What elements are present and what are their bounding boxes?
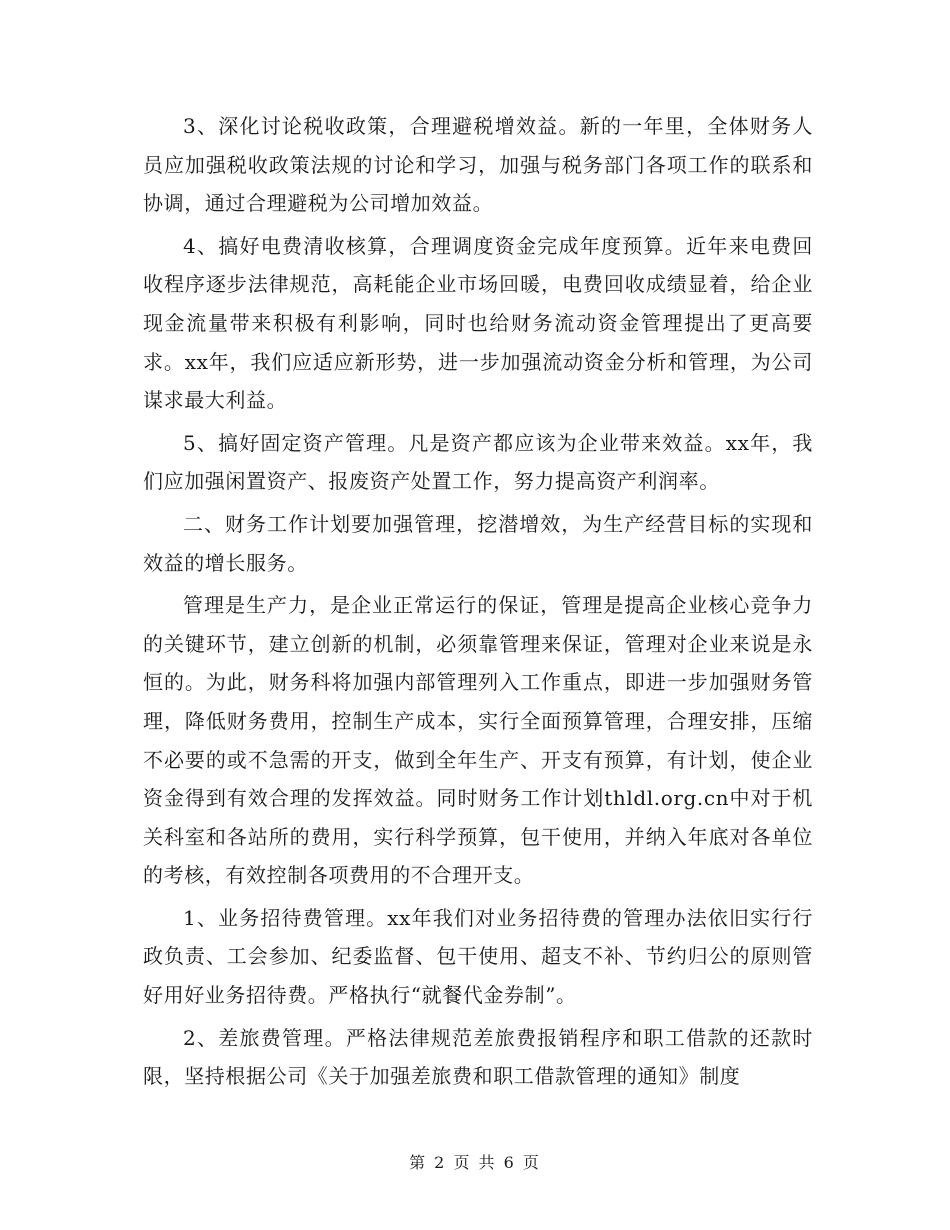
paragraph-fixed-assets: 5、搞好固定资产管理。凡是资产都应该为企业带来效益。xx年，我们应加强闲置资产、报废资产处置工作，努力提高资产利润率。 <box>143 430 813 494</box>
paragraph-electricity-fees: 4、搞好电费清收核算，合理调度资金完成年度预算。近年来电费回收程序逐步法律规范，高耗能企业市场回暖，电费回收成绩显着，给企业现金流量带来积极有利影响，同时也给财务流动资金管理提出了更高要求。xx年，我们应适应新形势，进一步加强流动资金分析和管理，为公司谋求最大利益。 <box>143 233 813 413</box>
paragraph-management: 管理是生产力，是企业正常运行的保证，管理是提高企业核心竞争力的关键环节，建立创新的机制，必须靠管理来保证，管理对企业来说是永恒的。为此，财务科将加强内部管理列入工作重点，即进一步加强财务管理，降低财务费用，控制生产成本，实行全面预算管理，合理安排，压缩不必要的或不急需的开支，做到全年生产、开支有预算，有计划，使企业资金得到有效合理的发挥效益。同时财务工作计划thldl.org.cn中对于机关科室和各站所的费用，实行科学预算，包干使用，并纳入年底对各单位的考核，有效控制各项费用的不合理开支。 <box>143 593 813 888</box>
paragraph-tax-policy: 3、深化讨论税收政策，合理避税增效益。新的一年里，全体财务人员应加强税收政策法规的讨论和学习，加强与税务部门各项工作的联系和协调，通过合理避税为公司增加效益。 <box>143 114 813 216</box>
page-number-footer: 第 2 页 共 6 页 <box>409 1153 541 1172</box>
paragraph-hospitality-expenses: 1、业务招待费管理。xx年我们对业务招待费的管理办法依旧实行行政负责、工会参加、纪委监督、包干使用、超支不补、节约归公的原则管好用好业务招待费。严格执行“就餐代金券制”。 <box>143 905 813 1008</box>
document-body <box>143 107 813 1100</box>
section-heading-management: 二、财务工作计划要加强管理，挖潜增效，为生产经营目标的实现和效益的增长服务。 <box>143 511 813 575</box>
paragraph-travel-expenses: 2、差旅费管理。严格法律规范差旅费报销程序和职工借款的还款时限，坚持根据公司《关于加强差旅费和职工借款管理的通知》制度 <box>143 1025 813 1089</box>
